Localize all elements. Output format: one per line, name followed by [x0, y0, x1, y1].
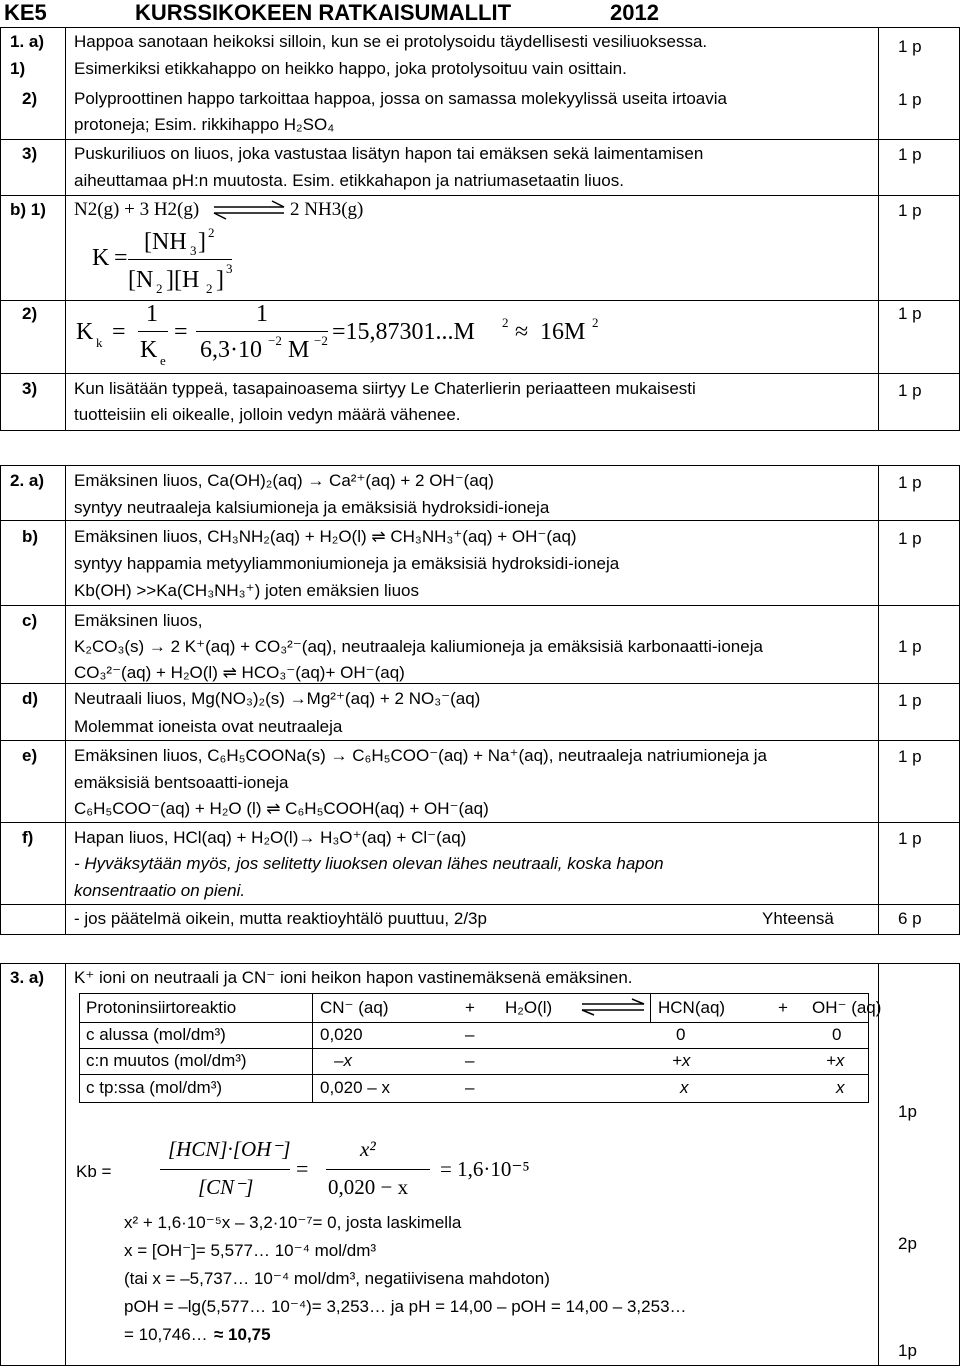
points: 1 p	[898, 829, 922, 848]
points: 1 p	[898, 304, 922, 323]
year: 2012	[610, 0, 659, 25]
points: 1 p	[898, 381, 922, 400]
points: 1 p	[898, 90, 922, 109]
points: 1 p	[898, 145, 922, 164]
points: 1 p	[898, 473, 922, 492]
page-title: KURSSIKOKEEN RATKAISUMALLIT	[135, 0, 512, 25]
points: 1p	[898, 1341, 917, 1360]
points: 1 p	[898, 691, 922, 710]
points: 2p	[898, 1234, 917, 1253]
points: 1p	[898, 1102, 917, 1121]
total-points: 6 p	[898, 909, 922, 928]
points: 1 p	[898, 37, 922, 56]
total-label: Yhteensä	[762, 909, 834, 928]
points: 1 p	[898, 529, 922, 548]
points: 1 p	[898, 747, 922, 766]
equation-reactants: N2(g) + 3 H2(g)	[74, 199, 200, 220]
equilibrium-arrows-icon	[212, 200, 286, 220]
points: 1 p	[898, 201, 922, 220]
equilibrium-arrows-icon	[580, 998, 646, 1016]
points: 1 p	[898, 637, 922, 656]
course-code: KE5	[4, 0, 47, 25]
equation-products: 2 NH3(g)	[290, 199, 364, 220]
